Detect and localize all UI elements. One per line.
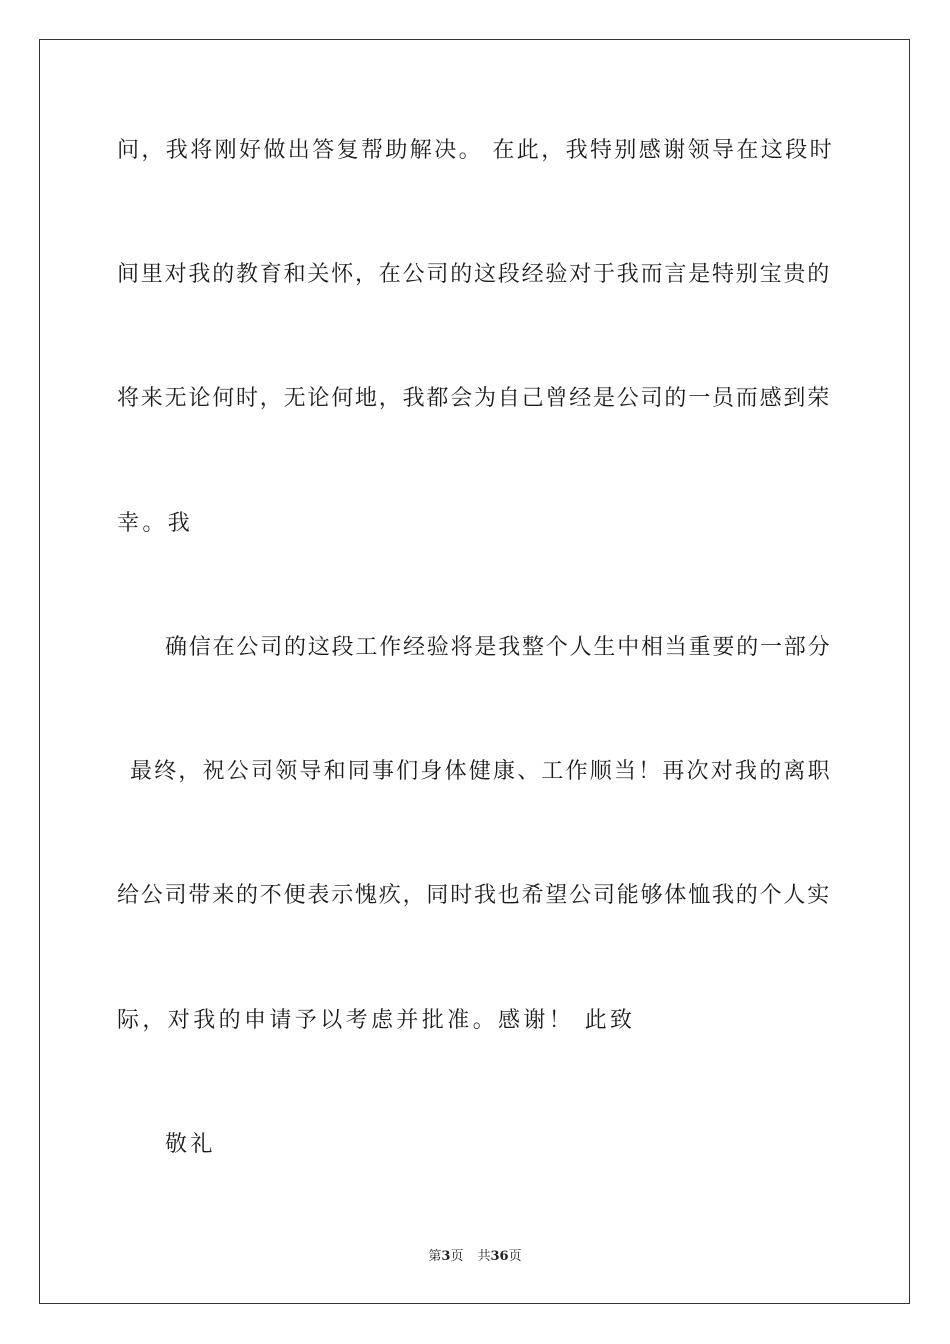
- page-suffix: 页: [450, 1249, 464, 1264]
- text-line: 幸。我: [117, 511, 194, 536]
- text-line: 问，我将刚好做出答复帮助解决。 在此，我特别感谢领导在这段时: [117, 138, 834, 163]
- page-footer: [0, 1248, 950, 1266]
- page-border: [39, 39, 910, 1304]
- total-prefix: 共: [477, 1249, 491, 1264]
- text-line: 间里对我的教育和关怀，在公司的这段经验对于我而言是特别宝贵的: [117, 262, 832, 287]
- closing-salutation: 敬礼: [165, 1132, 216, 1157]
- text-line: 将来无论何时，无论何地，我都会为自己曾经是公司的一员而感到荣: [117, 386, 832, 411]
- total-suffix: 页: [508, 1249, 522, 1264]
- total-pages: 36: [490, 1249, 509, 1264]
- page-prefix: 第: [428, 1249, 442, 1264]
- page-number: 3: [441, 1249, 451, 1264]
- text-line: 确信在公司的这段工作经验将是我整个人生中相当重要的一部分: [165, 635, 832, 660]
- text-line: 最终，祝公司领导和同事们身体健康、工作顺当！再次对我的离职: [130, 759, 832, 784]
- text-line: 际，对我的申请予以考虑并批准。感谢！ 此致: [117, 1008, 636, 1033]
- text-line: 给公司带来的不便表示愧疚，同时我也希望公司能够体恤我的个人实: [117, 883, 832, 908]
